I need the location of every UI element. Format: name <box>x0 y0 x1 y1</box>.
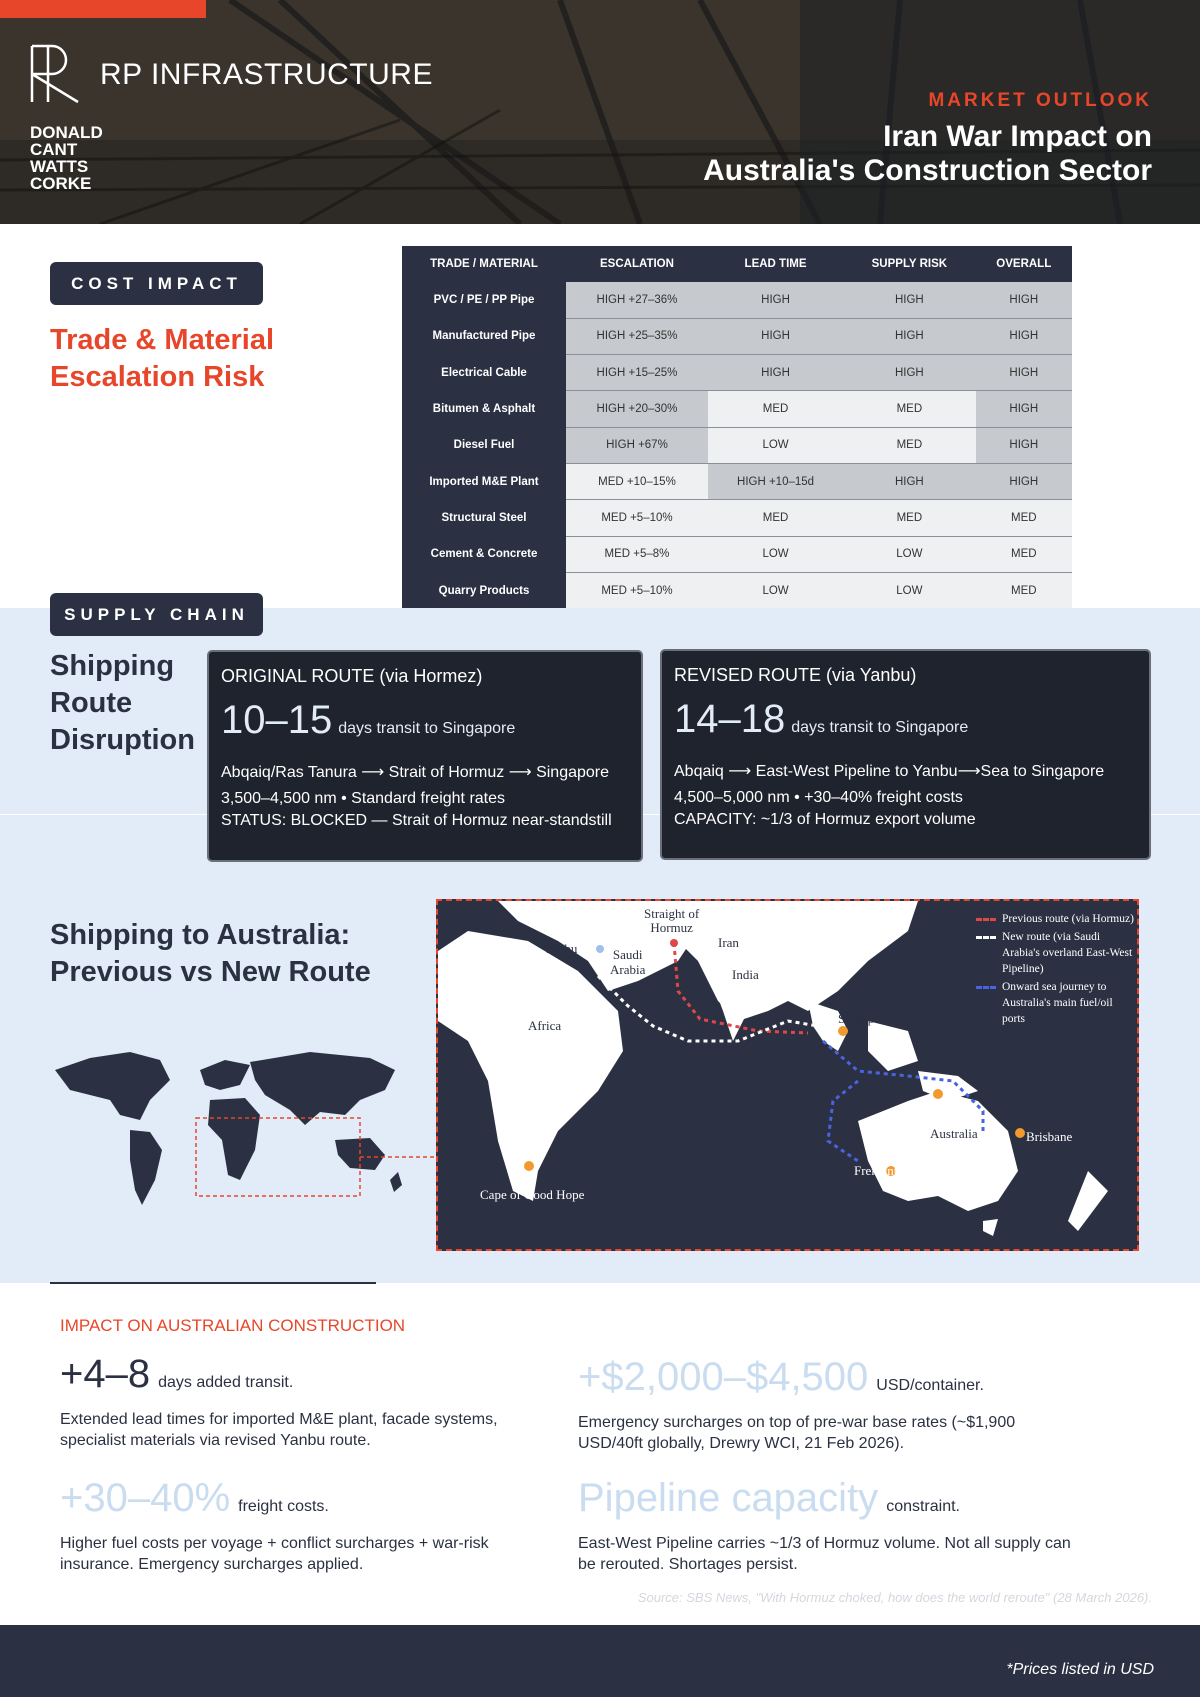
table-cell: MED +5–10% <box>566 500 708 536</box>
table-cell: MED <box>976 572 1072 608</box>
table-cell: HIGH <box>843 355 975 391</box>
table-cell: MED <box>843 391 975 427</box>
cape-label: Cape of Good Hope <box>480 1187 585 1202</box>
table-row <box>402 391 1072 427</box>
eyebrow-label: MARKET OUTLOOK <box>928 90 1152 111</box>
supply-chain-badge: SUPPLY CHAIN <box>50 593 263 636</box>
arrow-right-icon: ⟶ <box>728 763 752 780</box>
india-label: India <box>732 967 759 982</box>
header-banner <box>0 0 1200 224</box>
table-cell: HIGH <box>843 318 975 354</box>
shipping-map-title: Shipping to Australia: Previous vs New Route <box>50 919 371 988</box>
original-route-title: ORIGINAL ROUTE (via Hormez) <box>221 666 483 686</box>
table-cell: MED +5–8% <box>566 536 708 572</box>
table-row-header: Electrical Cable <box>402 355 566 391</box>
brand-name: RP INFRASTRUCTURE <box>100 58 433 91</box>
arrow-right-icon: ⟶ <box>508 764 532 781</box>
table-row-header: Diesel Fuel <box>402 427 566 463</box>
footer-note: *Prices listed in USD <box>1006 1661 1154 1678</box>
page-title: Iran War Impact on Australia's Construction Sector <box>703 120 1152 187</box>
table-header-cell: TRADE / MATERIAL <box>402 246 566 282</box>
table-row-header: Bitumen & Asphalt <box>402 391 566 427</box>
iran-label: Iran <box>718 935 739 950</box>
impact-heading: IMPACT ON AUSTRALIAN CONSTRUCTION <box>60 1316 406 1335</box>
table-row <box>402 427 1072 463</box>
header-accent-bar <box>0 0 206 18</box>
table-cell: HIGH <box>976 355 1072 391</box>
original-route-distance: 3,500–4,500 nm • Standard freight rates <box>221 790 506 807</box>
table-row <box>402 463 1072 499</box>
africa-label: Africa <box>528 1018 562 1033</box>
table-row <box>402 500 1072 536</box>
table-cell: HIGH <box>843 282 975 318</box>
table-row-header: Quarry Products <box>402 572 566 608</box>
map-legend <box>976 911 1136 1029</box>
table-header-cell: OVERALL <box>976 246 1072 282</box>
cost-impact-badge: COST IMPACT <box>50 262 263 305</box>
table-cell: HIGH <box>708 318 843 354</box>
table-cell: LOW <box>708 536 843 572</box>
table-cell: HIGH <box>976 282 1072 318</box>
table-row <box>402 572 1072 608</box>
revised-route-card <box>660 649 1151 860</box>
revised-route-title: REVISED ROUTE (via Yanbu) <box>674 665 917 685</box>
original-route-days: 10–15 days transit to Singapore <box>221 698 516 742</box>
partner-logo: DONALD CANT WATTS CORKE <box>30 123 103 193</box>
route-map <box>436 899 1139 1251</box>
rp-logo-icon <box>30 44 82 104</box>
table-cell: LOW <box>708 427 843 463</box>
legend-item-onward: Onward sea journey to Australia's main fuel/oil ports <box>976 979 1136 1027</box>
table-row-header: Cement & Concrete <box>402 536 566 572</box>
legend-item-previous: Previous route (via Hormuz) <box>976 911 1136 927</box>
table-header-cell: ESCALATION <box>566 246 708 282</box>
table-cell: MED <box>843 427 975 463</box>
legend-item-new: New route (via Saudi Arabia's overland East-West Pipeline) <box>976 929 1136 977</box>
table-cell: HIGH +15–25% <box>566 355 708 391</box>
table-cell: HIGH <box>708 282 843 318</box>
table-row <box>402 355 1072 391</box>
arrow-right-icon: ⟶ <box>957 763 981 780</box>
construction-photo <box>0 0 1200 224</box>
table-cell: MED +5–10% <box>566 572 708 608</box>
table-cell: HIGH +10–15d <box>708 463 843 499</box>
australia-label: Australia <box>930 1126 978 1141</box>
table-cell: MED <box>708 391 843 427</box>
brisbane-label: Brisbane <box>1026 1129 1073 1144</box>
revised-route-status: CAPACITY: ~1/3 of Hormuz export volume <box>674 811 976 828</box>
table-cell: LOW <box>843 572 975 608</box>
table-row-header: Imported M&E Plant <box>402 463 566 499</box>
arrow-right-icon: ⟶ <box>361 764 385 781</box>
escalation-table <box>402 246 1072 609</box>
table-row-header: Structural Steel <box>402 500 566 536</box>
divider <box>50 1282 376 1284</box>
table-cell: HIGH <box>843 463 975 499</box>
stat-freight: +30–40% freight costs. Higher fuel costs per voyage + conflict surcharges + war-risk insurance. Emergency surcharges applied. <box>60 1476 489 1573</box>
table-cell: MED <box>976 500 1072 536</box>
world-map-icon <box>50 1040 440 1210</box>
table-row <box>402 536 1072 572</box>
supply-chain-title: Shipping Route Disruption <box>50 650 195 756</box>
table-cell: HIGH <box>976 318 1072 354</box>
strait-label: Straight of Hormuz <box>644 906 700 935</box>
fremantle-label: Fremantle <box>854 1163 907 1178</box>
stat-pipeline: Pipeline capacity constraint. East-West Pipeline carries ~1/3 of Hormuz volume. Not all supply can be rerouted. Shortages persist. <box>578 1476 1071 1573</box>
table-header-cell: SUPPLY RISK <box>843 246 975 282</box>
table-row <box>402 282 1072 318</box>
original-route-status: STATUS: BLOCKED — Strait of Hormuz near-standstill <box>221 812 612 829</box>
revised-route-days: 14–18 days transit to Singapore <box>674 697 969 741</box>
cost-impact-title: Trade & Material Escalation Risk <box>50 324 275 393</box>
table-cell: LOW <box>843 536 975 572</box>
table-row-header: Manufactured Pipe <box>402 318 566 354</box>
stat-transit: +4–8 days added transit. Extended lead times for imported M&E plant, facade systems, specialist materials via revised Yanbu route. <box>60 1352 498 1449</box>
revised-route-distance: 4,500–5,000 nm • +30–40% freight costs <box>674 789 963 806</box>
footer <box>0 1625 1200 1697</box>
table-cell: HIGH +67% <box>566 427 708 463</box>
original-route-card <box>207 650 643 862</box>
stat-surcharge: +$2,000–$4,500 USD/container. Emergency surcharges on top of pre-war base rates (~$1,900 USD/40ft globally, Drewry WCI, 21 Feb 2026). <box>578 1355 1016 1452</box>
table-cell: HIGH <box>976 463 1072 499</box>
table-row-header: PVC / PE / PP Pipe <box>402 282 566 318</box>
table-cell: MED <box>976 536 1072 572</box>
table-header-cell: LEAD TIME <box>708 246 843 282</box>
table-cell: MED <box>708 500 843 536</box>
table-cell: HIGH <box>976 427 1072 463</box>
table-cell: HIGH +27–36% <box>566 282 708 318</box>
table-cell: HIGH <box>976 391 1072 427</box>
table-cell: MED +10–15% <box>566 463 708 499</box>
table-cell: HIGH <box>708 355 843 391</box>
singapore-label: Singapore <box>838 1011 891 1026</box>
table-cell: LOW <box>708 572 843 608</box>
original-route-path: Abqaiq/Ras Tanura ⟶ Strait of Hormuz ⟶ Singapore <box>221 764 610 781</box>
source-note: Source: SBS News, "With Hormuz choked, how does the world reroute" (28 March 2026). <box>637 1590 1152 1605</box>
table-cell: MED <box>843 500 975 536</box>
table-cell: HIGH +25–35% <box>566 318 708 354</box>
table-row <box>402 318 1072 354</box>
revised-route-path: Abqaiq ⟶ East-West Pipeline to Yanbu⟶Sea to Singapore <box>674 763 1105 780</box>
table-cell: HIGH +20–30% <box>566 391 708 427</box>
yanbu-label: Yanbu <box>544 941 578 956</box>
saudi-label: Saudi Arabia <box>610 947 646 977</box>
